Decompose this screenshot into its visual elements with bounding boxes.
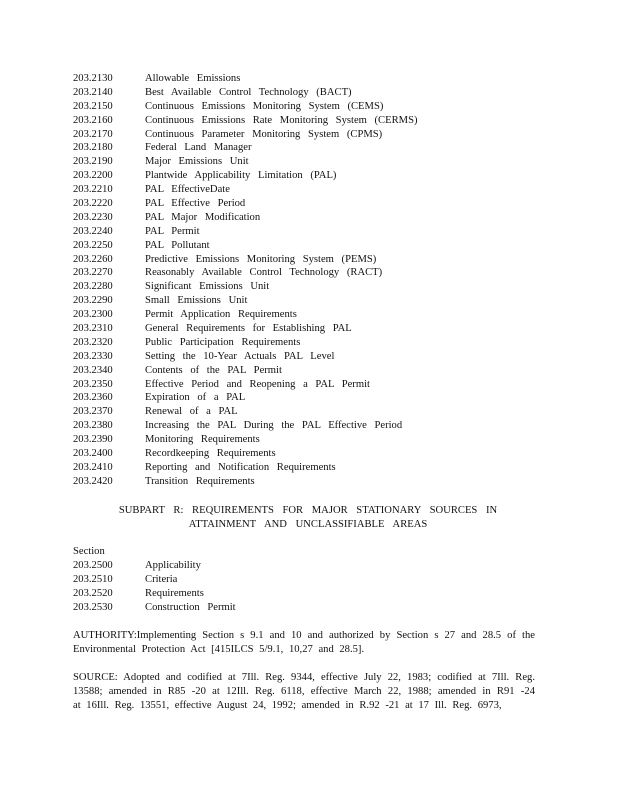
section-entry <box>73 378 543 392</box>
section-title: Continuous Emissions Monitoring System (CEMS) <box>145 100 384 112</box>
section-entry <box>73 280 543 294</box>
section-number: 203.2160 <box>73 114 113 126</box>
section-title: Recordkeeping Requirements <box>145 448 276 460</box>
section-title: PAL EffectiveDate <box>145 184 230 196</box>
section-title: PAL Major Modification <box>145 211 261 223</box>
section-number: 203.2330 <box>73 350 113 362</box>
section-title: Allowable Emissions <box>145 73 241 84</box>
section-entry <box>73 155 543 169</box>
section-title: Significant Emissions Unit <box>145 281 270 293</box>
section-entry <box>73 336 543 350</box>
section-title: Increasing the PAL During the PAL Effective Period <box>145 420 403 432</box>
subpart-heading-line1: SUBPART R: REQUIREMENTS FOR MAJOR STATIONARY SOURCES IN <box>118 505 498 516</box>
section-title: Expiration of a PAL <box>145 392 246 404</box>
section-title: PAL Permit <box>145 225 200 237</box>
section-number: 203.2290 <box>73 295 113 307</box>
section-number: 203.2350 <box>73 378 113 390</box>
section-entry <box>73 141 543 155</box>
section-number: 203.2410 <box>73 461 113 473</box>
section-number: 203.2230 <box>73 211 113 223</box>
section-title: Permit Application Requirements <box>145 309 297 321</box>
section-entry <box>73 239 543 253</box>
section-number: 203.2200 <box>73 170 113 182</box>
section-entry <box>73 587 543 601</box>
section-number: 203.2500 <box>73 560 113 571</box>
section-number: 203.2140 <box>73 86 113 98</box>
section-entry <box>73 86 543 100</box>
section-entry <box>73 322 543 336</box>
authority-paragraph: AUTHORITY:Implementing Section s 9.1 and 10 and authorized by Section s 27 and 28.5 of the Environmental Protection Act [415ILCS 5/9.1, 10,27 and 28.5]. <box>73 630 535 655</box>
section-number: 203.2520 <box>73 587 113 599</box>
section-number: 203.2340 <box>73 364 113 376</box>
section-number: 203.2420 <box>73 475 113 487</box>
section-title: PAL Effective Period <box>145 198 246 210</box>
section-title: Requirements <box>145 587 204 599</box>
section-title: Public Participation Requirements <box>145 336 301 348</box>
section-entry <box>73 461 543 475</box>
section-entry <box>73 183 543 197</box>
section-title: Construction Permit <box>145 601 236 613</box>
subpart-section-list <box>73 559 543 615</box>
section-entry <box>73 350 543 364</box>
section-title: Plantwide Applicability Limitation (PAL) <box>145 170 337 182</box>
section-entry <box>73 475 543 489</box>
section-entry <box>73 447 543 461</box>
section-entry <box>73 225 543 239</box>
section-title: Continuous Emissions Rate Monitoring System (CERMS) <box>145 114 418 126</box>
section-number: 203.2320 <box>73 336 113 348</box>
section-title: Renewal of a PAL <box>145 406 238 418</box>
section-title: Transition Requirements <box>145 475 255 487</box>
section-entry <box>73 253 543 267</box>
section-entry <box>73 72 543 86</box>
section-entry <box>73 114 543 128</box>
section-number: 203.2360 <box>73 392 113 404</box>
section-title: Predictive Emissions Monitoring System (PEMS) <box>145 253 377 265</box>
section-title: Applicability <box>145 560 201 571</box>
section-number: 203.2210 <box>73 184 113 196</box>
section-title: Best Available Control Technology (BACT) <box>145 86 352 98</box>
section-entry <box>73 294 543 308</box>
section-entry <box>73 364 543 378</box>
section-number: 203.2180 <box>73 142 113 154</box>
section-entry <box>73 559 543 573</box>
section-number: 203.2530 <box>73 601 113 613</box>
section-number: 203.2240 <box>73 225 113 237</box>
section-label: Section <box>73 546 105 557</box>
source-paragraph: SOURCE: Adopted and codified at 7Ill. Reg. 9344, effective July 22, 1983; codified at 7Ill. Reg. 13588; amended in R85 -20 at 12Ill. Reg. 6118, effective March 22, 1988; amended in R91 -24 at 16Ill. Reg. 13551, effective August 24, 1992; amended in R.92 -21 at 17 Ill. Reg. 6973, <box>73 672 535 711</box>
subpart-heading <box>73 504 543 532</box>
section-number: 203.2510 <box>73 573 113 585</box>
section-title: Setting the 10-Year Actuals PAL Level <box>145 350 335 362</box>
subpart-heading-line2: ATTAINMENT AND UNCLASSIFIABLE AREAS <box>188 519 428 530</box>
section-number: 203.2300 <box>73 309 113 321</box>
section-title: PAL Pollutant <box>145 239 210 251</box>
section-number: 203.2270 <box>73 267 113 279</box>
section-title: Small Emissions Unit <box>145 295 248 307</box>
section-entry <box>73 419 543 433</box>
section-title: General Requirements for Establishing PAL <box>145 323 352 335</box>
section-title: Reasonably Available Control Technology (RACT) <box>145 267 383 279</box>
section-entry <box>73 266 543 280</box>
section-title: Contents of the PAL Permit <box>145 364 282 376</box>
section-number: 203.2400 <box>73 448 113 460</box>
section-title: Effective Period and Reopening a PAL Permit <box>145 378 370 390</box>
section-number: 203.2280 <box>73 281 113 293</box>
section-entry <box>73 601 543 615</box>
section-number: 203.2150 <box>73 100 113 112</box>
section-list <box>73 72 543 489</box>
section-entry <box>73 391 543 405</box>
section-entry <box>73 211 543 225</box>
section-entry <box>73 405 543 419</box>
section-number: 203.2250 <box>73 239 113 251</box>
section-title: Reporting and Notification Requirements <box>145 461 336 473</box>
section-number: 203.2220 <box>73 198 113 210</box>
section-number: 203.2370 <box>73 406 113 418</box>
section-title: Federal Land Manager <box>145 142 252 154</box>
section-number: 203.2190 <box>73 156 113 168</box>
section-number: 203.2390 <box>73 434 113 446</box>
section-entry <box>73 433 543 447</box>
section-title: Criteria <box>145 573 178 585</box>
section-number: 203.2310 <box>73 323 113 335</box>
section-entry <box>73 128 543 142</box>
section-number: 203.2130 <box>73 73 113 84</box>
section-entry <box>73 573 543 587</box>
section-number: 203.2170 <box>73 128 113 140</box>
section-entry <box>73 100 543 114</box>
section-number: 203.2380 <box>73 420 113 432</box>
section-number: 203.2260 <box>73 253 113 265</box>
section-title: Continuous Parameter Monitoring System (CPMS) <box>145 128 383 140</box>
section-title: Major Emissions Unit <box>145 156 249 168</box>
section-entry <box>73 169 543 183</box>
section-title: Monitoring Requirements <box>145 434 260 446</box>
section-entry <box>73 197 543 211</box>
section-entry <box>73 308 543 322</box>
